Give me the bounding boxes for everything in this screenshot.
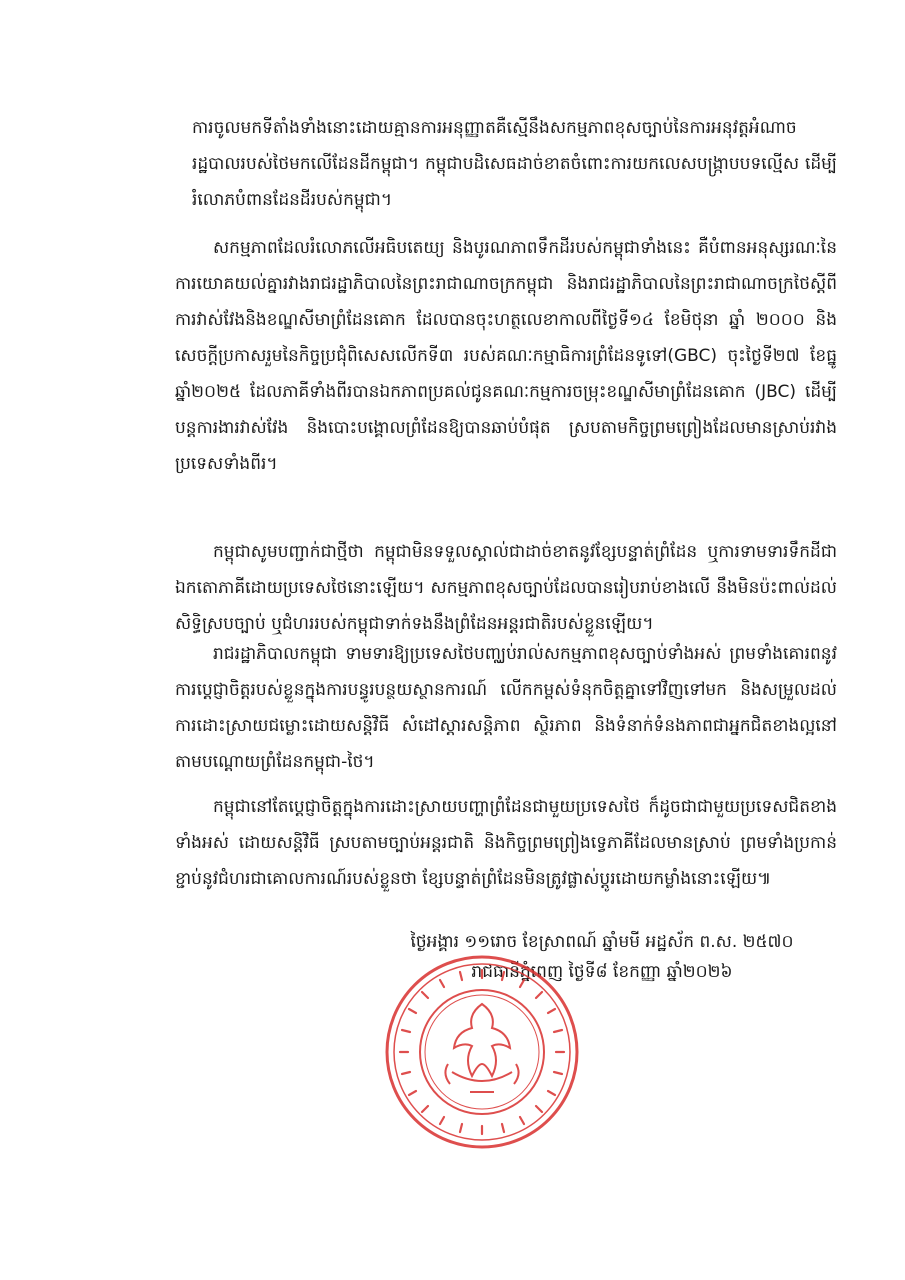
paragraph-reaffirmation: កម្ពុជាសូមបញ្ជាក់ជាថ្មីថា កម្ពុជាមិនទទួលស្គាល់ជាដាច់ខាតនូវខ្សែបន្ទាត់ព្រំដែន ឬការទាមទារទឹកដីជាឯកតោភាគីដោយប្រទេសថៃនោះឡើយ។ សកម្មភាពខុសច្បាប់ដែលបានរៀបរាប់ខាងលើ នឹងមិនប៉ះពាល់ដល់សិទ្ធិស្របច្បាប់ ឬជំហររបស់កម្ពុជាទាក់ទងនឹងព្រំដែនអន្តរជាតិរបស់ខ្លួនឡើយ។ bbox=[175, 542, 837, 634]
date-lunar: ថ្ងៃអង្គារ ១១រោច ខែស្រាពណ៍ ឆ្នាំមមី អដ្ឋស័ក ព.ស. ២៥៧០ bbox=[410, 932, 794, 952]
paragraph-violation: សកម្មភាពដែលរំលោភលើអធិបតេយ្យ និងបូរណភាពទឹកដីរបស់កម្ពុជាទាំងនេះ គឺបំពានអនុស្សរណៈនៃការយោគយល់គ្នារវាងរាជរដ្ឋាភិបាលនៃព្រះរាជាណាចក្រកម្ពុជា និងរាជរដ្ឋាភិបាលនៃព្រះរាជាណាចក្រថៃស្តីពីការវាស់វែងនិងខណ្ឌសីមាព្រំដែនគោក ដែលបានចុះហត្ថលេខាកាលពីថ្ងៃទី១៤ ខែមិថុនា ឆ្នាំ ២០០០ និងសេចក្តីប្រកាសរួមនៃកិច្ចប្រជុំពិសេសលើកទី៣ របស់គណៈកម្មាធិការព្រំដែនទូទៅ(GBC) ចុះថ្ងៃទី២៧ ខែធ្នូ ឆ្នាំ២០២៥ ដែលភាគីទាំងពីរបានឯកភាពប្រគល់ជូនគណៈកម្មការចម្រុះខណ្ឌសីមាព្រំដែនគោក (JBC) ដើម្បីបន្តការងារវាស់វែង និងបោះបង្គោលព្រំដែនឱ្យបានឆាប់បំផុត ស្របតាមកិច្ចព្រមព្រៀងដែលមានស្រាប់រវាងប្រទេសទាំងពីរ។ bbox=[175, 238, 837, 474]
paragraph-demand: រាជរដ្ឋាភិបាលកម្ពុជា ទាមទារឱ្យប្រទេសថៃបញ្ឈប់រាល់សកម្មភាពខុសច្បាប់ទាំងអស់ ព្រមទាំងគោរពនូវការប្តេជ្ញាចិត្តរបស់ខ្លួនក្នុងការបន្ធូរបន្ថយស្ថានការណ៍ លើកកម្ពស់ទំនុកចិត្តគ្នាទៅវិញទៅមក និងសម្រួលដល់ការដោះស្រាយជម្លោះដោយសន្តិវិធី សំដៅស្តារសន្តិភាព ស្ថិរភាព និងទំនាក់ទំនងភាពជាអ្នកជិតខាងល្អនៅតាមបណ្តោយព្រំដែនកម្ពុជា-ថៃ។ bbox=[175, 644, 837, 772]
date-place-solar: រាជធានីភ្នំពេញ ថ្ងៃទី៨ ខែកញ្ញា ឆ្នាំ២០២៦ bbox=[471, 962, 733, 982]
paragraph-continuation: ការចូលមកទីតាំងទាំងនោះដោយគ្មានការអនុញ្ញាតគឺស្មើនឹងសកម្មភាពខុសច្បាប់នៃការអនុវត្តអំណាចរដ្ឋបាលរបស់ថៃមកលើដែនដីកម្ពុជា។ កម្ពុជាបដិសេធដាច់ខាតចំពោះការយកលេសបង្ក្រាបបទល្មើស ដើម្បីរំលោភបំពានដែនដីរបស់កម្ពុជា។ bbox=[192, 118, 837, 210]
paragraph-commitment: កម្ពុជានៅតែប្តេជ្ញាចិត្តក្នុងការដោះស្រាយបញ្ហាព្រំដែនជាមួយប្រទេសថៃ ក៏ដូចជាជាមួយប្រទេសជិតខាងទាំងអស់ ដោយសន្តិវិធី ស្របតាមច្បាប់អន្តរជាតិ និងកិច្ចព្រមព្រៀងទ្វេភាគីដែលមានស្រាប់ ព្រមទាំងប្រកាន់ខ្ជាប់នូវជំហរជាគោលការណ៍របស់ខ្លួនថា ខ្សែបន្ទាត់ព្រំដែនមិនត្រូវផ្លាស់ប្តូរដោយកម្លាំងនោះឡើយ៕ bbox=[175, 797, 837, 889]
official-seal-icon bbox=[382, 952, 582, 1152]
